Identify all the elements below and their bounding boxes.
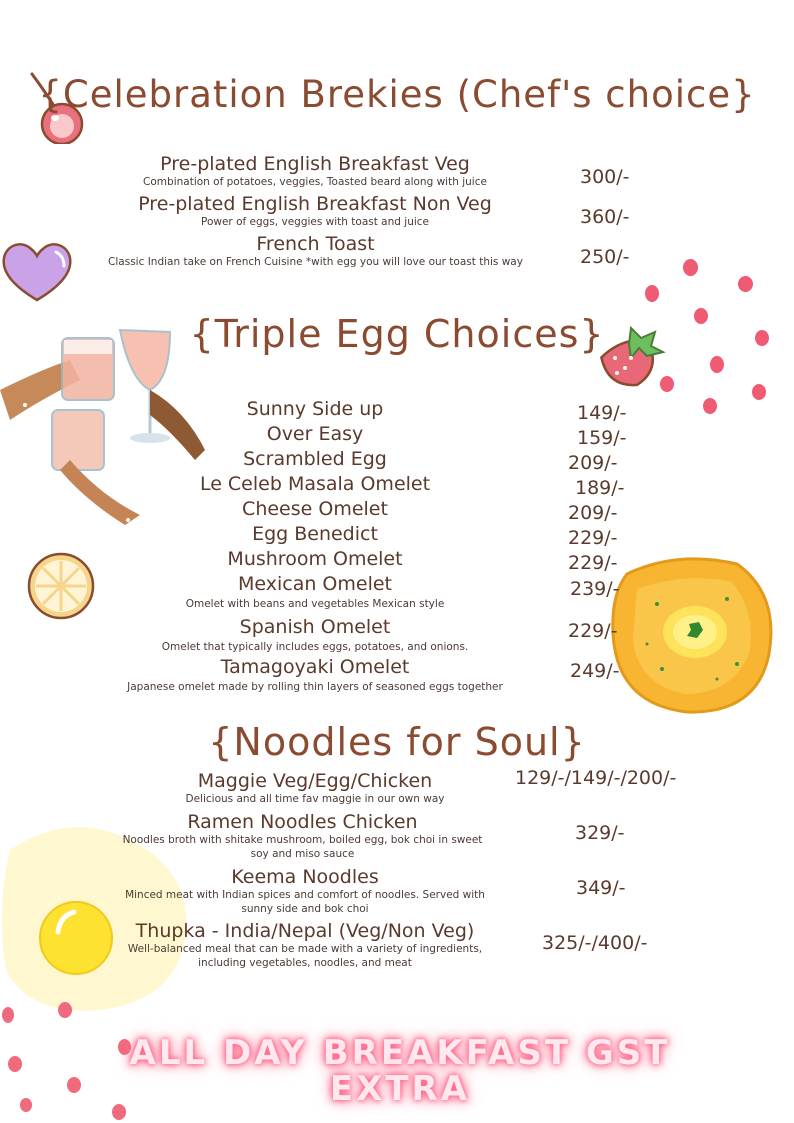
item-name: Pre-plated English Breakfast Non Veg [138, 193, 492, 215]
lemon-slice-icon [26, 551, 96, 621]
heart-icon [0, 238, 74, 304]
menu-item [160, 523, 470, 545]
menu-item [160, 423, 470, 445]
menu-item [160, 473, 470, 495]
decorative-dot [2, 1007, 14, 1023]
menu-item [120, 770, 510, 806]
item-name: Sunny Side up [246, 398, 384, 420]
item-name: Keema Noodles [231, 866, 379, 888]
menu-item [110, 153, 520, 189]
item-price: 239/- [570, 578, 620, 600]
menu-item [160, 498, 470, 520]
item-price: 325/-/400/- [542, 932, 648, 954]
item-name: Mushroom Omelet [227, 548, 403, 570]
menu-item [105, 811, 500, 861]
item-name: Over Easy [266, 423, 364, 445]
section-title-noodles: {Noodles for Soul} [208, 720, 586, 764]
item-description: Power of eggs, veggies with toast and juice [201, 216, 429, 228]
item-description: Well-balanced meal that can be made with a variety of ingredients, including vegetables, noodles, and meat [127, 943, 483, 969]
item-price: 229/- [568, 620, 618, 642]
item-price: 349/- [576, 877, 626, 899]
section-title-celebration: {Celebration Brekies (Chef's choice} [38, 73, 756, 116]
menu-item [160, 448, 470, 470]
menu-item [110, 193, 520, 229]
item-price: 250/- [580, 246, 630, 268]
menu-item [108, 233, 523, 269]
menu-item [100, 656, 530, 694]
menu-item [130, 616, 500, 654]
decorative-dot [20, 1098, 32, 1112]
omelet-illustration [607, 554, 777, 718]
item-name: Le Celeb Masala Omelet [199, 473, 431, 495]
decorative-dot [67, 1077, 81, 1093]
item-price: 209/- [568, 452, 618, 474]
decorative-dot [645, 285, 659, 302]
item-price: 129/-/149/-/200/- [515, 767, 677, 789]
decorative-dot [660, 376, 674, 392]
decorative-dot [752, 384, 766, 400]
section-title-egg: {Triple Egg Choices} [189, 312, 605, 356]
item-price: 149/- [577, 402, 627, 424]
item-name: Tamagoyaki Omelet [220, 656, 410, 678]
decorative-dot [58, 1002, 72, 1018]
menu-item [160, 398, 470, 420]
item-name: Pre-plated English Breakfast Veg [160, 153, 470, 175]
item-name: Egg Benedict [252, 523, 378, 545]
item-price: 229/- [568, 552, 618, 574]
decorative-dot [738, 276, 753, 292]
item-description: Combination of potatoes, veggies, Toasted beard along with juice [143, 176, 487, 188]
item-price: 159/- [577, 427, 627, 449]
item-description: Minced meat with Indian spices and comfort of noodles. Served with sunny side and bok choi [125, 889, 485, 915]
item-name: Scrambled Egg [243, 448, 387, 470]
decorative-dot [8, 1056, 22, 1072]
item-description: Omelet that typically includes eggs, potatoes, and onions. [161, 641, 469, 653]
decorative-dot [710, 356, 724, 373]
item-description: Delicious and all time fav maggie in our own way [185, 793, 445, 805]
item-price: 229/- [568, 527, 618, 549]
menu-item [100, 866, 510, 916]
item-name: Thupka - India/Nepal (Veg/Non Veg) [135, 920, 475, 942]
item-price: 329/- [575, 822, 625, 844]
item-price: 300/- [580, 166, 630, 188]
item-name: Ramen Noodles Chicken [187, 811, 418, 833]
item-name: Cheese Omelet [242, 498, 388, 520]
menu-item [140, 573, 490, 611]
item-description: Noodles broth with shitake mushroom, boiled egg, bok choi in sweet soy and miso sauce [122, 834, 483, 860]
item-name: Spanish Omelet [239, 616, 391, 638]
menu-item [100, 920, 510, 970]
item-name: Maggie Veg/Egg/Chicken [197, 770, 433, 792]
menu-item [160, 548, 470, 570]
item-name: Mexican Omelet [237, 573, 392, 595]
footer-notice: ALL DAY BREAKFAST GST EXTRA [129, 1033, 671, 1109]
item-price: 249/- [570, 660, 620, 682]
item-description: Classic Indian take on French Cuisine *with egg you will love our toast this way [108, 256, 523, 268]
item-price: 209/- [568, 502, 618, 524]
item-price: 189/- [575, 477, 625, 499]
item-description: Japanese omelet made by rolling thin layers of seasoned eggs together [127, 681, 503, 693]
item-description: Omelet with beans and vegetables Mexican style [185, 598, 445, 610]
item-name: French Toast [256, 233, 375, 255]
decorative-dot [703, 398, 717, 414]
item-price: 360/- [580, 206, 630, 228]
decorative-dot [683, 259, 698, 276]
